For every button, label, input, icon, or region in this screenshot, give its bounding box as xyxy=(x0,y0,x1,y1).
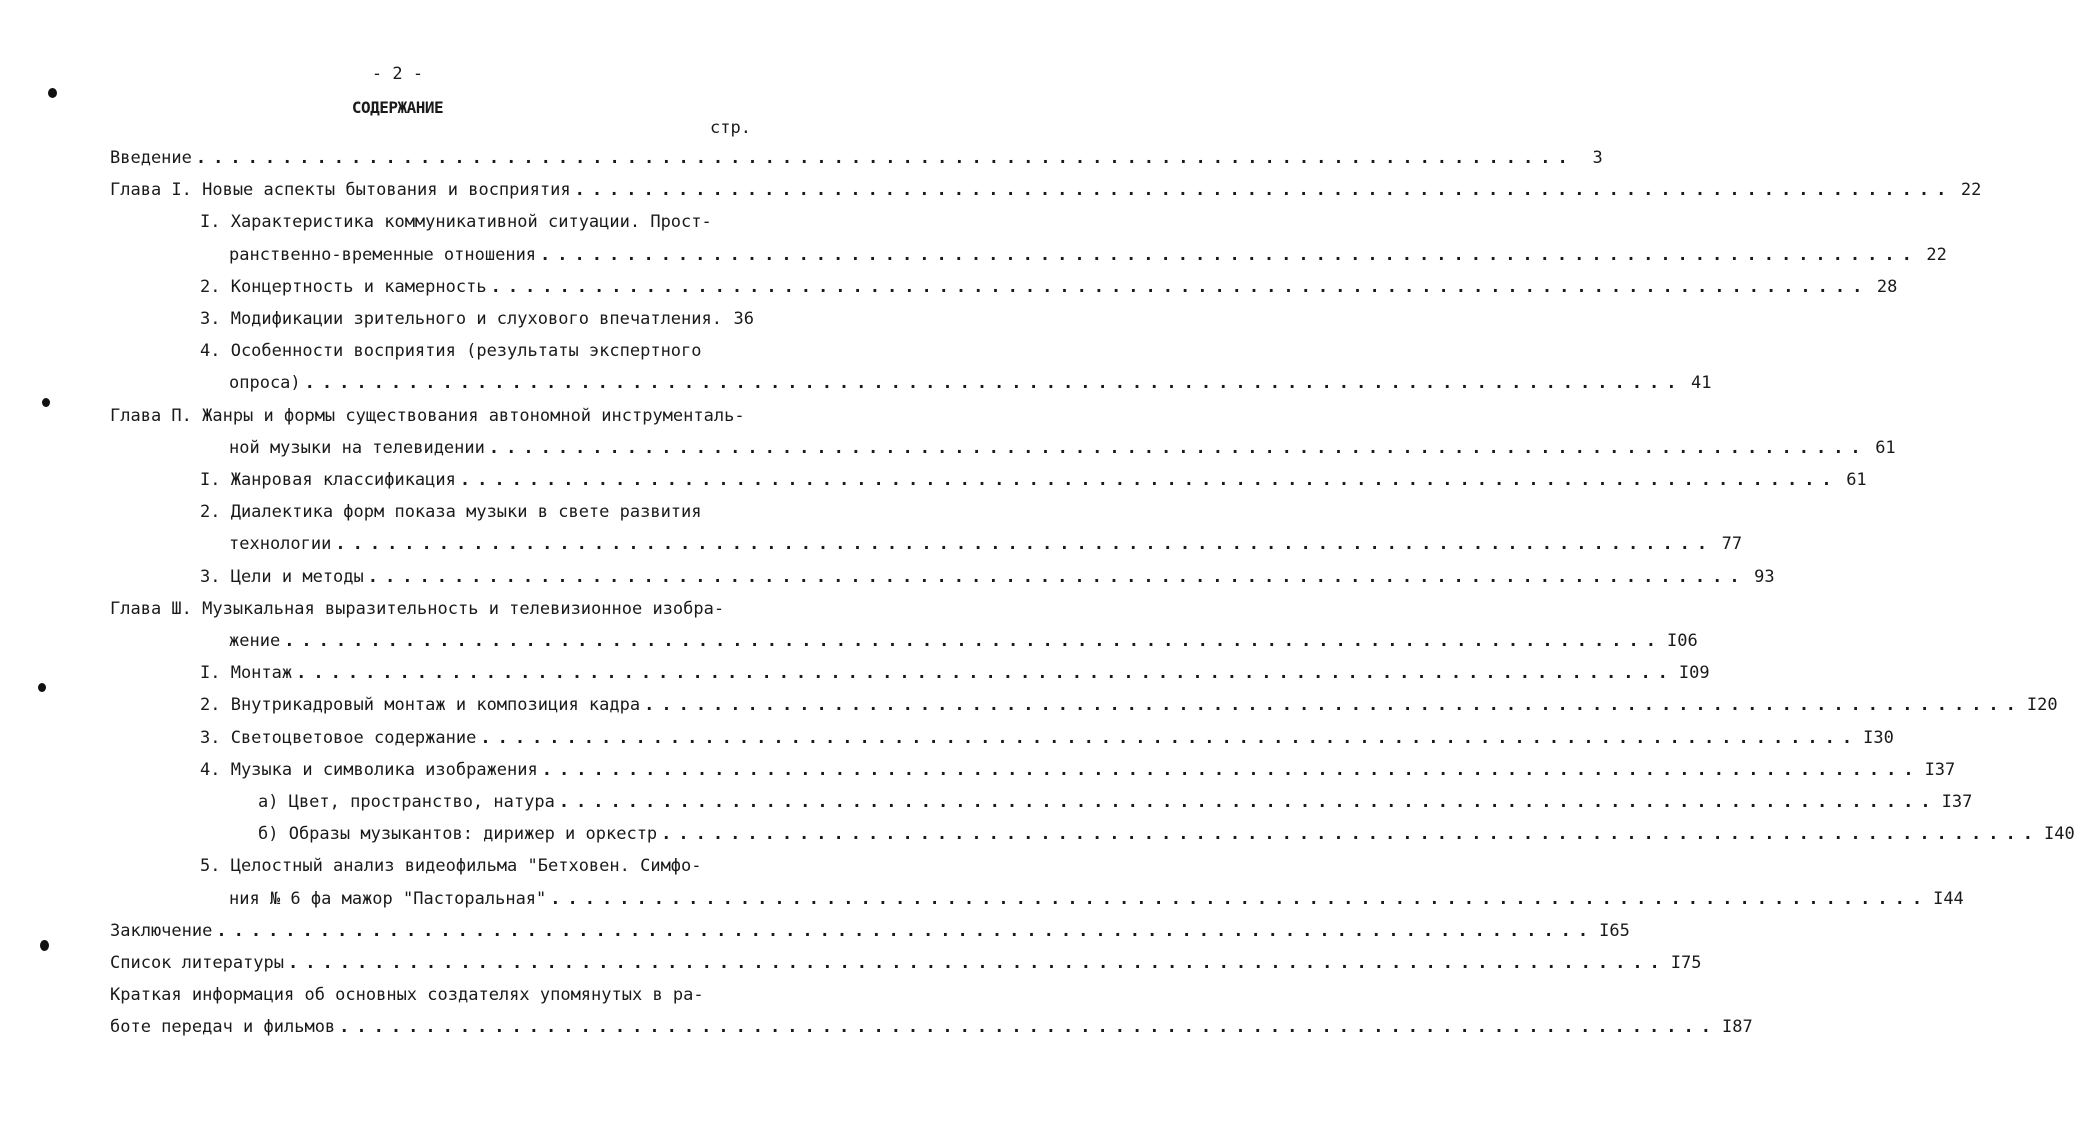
toc-entry-text: Заключение xyxy=(110,920,213,941)
toc-entry xyxy=(258,822,2075,846)
toc-entry-text: 2. Внутрикадровый монтаж и композиция кадра xyxy=(200,695,641,716)
toc-entry-page: 28 xyxy=(1876,276,1898,297)
toc-leader-dots: ................................................................................ xyxy=(488,437,1868,458)
toc-leader-dots: ................................................................................ xyxy=(644,695,2023,716)
toc-entry-text: жение xyxy=(229,631,281,651)
toc-leader-dots: ................................................................................ xyxy=(490,276,1870,297)
scan-speck xyxy=(38,683,46,692)
toc-entry-page: I87 xyxy=(1721,1017,1753,1038)
toc-entry-text: 3. Светоцветовое содержание xyxy=(200,727,477,748)
toc-leader-dots: ................................................................................ xyxy=(550,888,1930,909)
toc-entry-page: 3 xyxy=(1592,148,1603,168)
toc-entry-text: 4. Особенности восприятия (результаты экспертного xyxy=(200,341,702,362)
toc-entry-text: б) Образы музыкантов: дирижер и оркестр xyxy=(258,824,658,845)
toc-entry xyxy=(110,178,1982,202)
toc-leader-dots: ................................................................................ xyxy=(195,148,1575,168)
toc-entry-page: 22 xyxy=(1960,180,1982,201)
toc-leader-dots: ................................................................................ xyxy=(459,470,1839,490)
toc-leader-dots: ................................................................................ xyxy=(216,920,1596,941)
toc-entry-page: 22 xyxy=(1926,244,1947,265)
toc-entry xyxy=(229,243,1947,267)
toc-entry xyxy=(200,661,1710,685)
toc-entry-page: I30 xyxy=(1863,727,1894,748)
toc-entry-text: Введение xyxy=(110,148,192,168)
toc-entry-page: I20 xyxy=(2026,695,2058,716)
toc-entry xyxy=(200,339,702,363)
toc-entry-text: 3. Цели и методы xyxy=(200,566,364,587)
toc-entry-page: 61 xyxy=(1846,470,1867,490)
toc-entry-text: Глава П. Жанры и формы существования автономной инструменталь- xyxy=(110,405,745,426)
toc-leader-dots: ................................................................................ xyxy=(558,792,1938,812)
toc-entry-page: I37 xyxy=(1941,792,1973,812)
toc-entry-text: I. Жанровая классификация xyxy=(200,470,456,490)
toc-entry-text: ранственно-временные отношения xyxy=(229,244,537,265)
toc-entry xyxy=(110,951,1702,975)
toc-entry xyxy=(200,275,1898,299)
toc-entry-page: 77 xyxy=(1721,534,1743,555)
toc-entry-text: ния № 6 фа мажор "Пасторальная" xyxy=(229,888,547,909)
toc-entry xyxy=(200,500,702,524)
toc-entry xyxy=(200,565,1775,589)
toc-entry xyxy=(258,790,1973,814)
toc-leader-dots: ................................................................................ xyxy=(574,180,1954,201)
pages-column-label: стр. xyxy=(710,118,751,138)
toc-entry-text: 2. Диалектика форм показа музыки в свете развития xyxy=(200,502,702,523)
toc-leader-dots: ................................................................................ xyxy=(296,663,1675,684)
scan-speck xyxy=(42,398,50,407)
toc-entry-page: 61 xyxy=(1875,437,1896,458)
toc-entry-text: 2. Концертность и камерность xyxy=(200,276,487,297)
toc-leader-dots: ................................................................................ xyxy=(480,727,1860,748)
toc-entry xyxy=(110,919,1630,943)
toc-leader-dots: ................................................................................ xyxy=(335,534,1715,555)
toc-entry xyxy=(200,854,702,878)
toc-entry-page: I44 xyxy=(1933,888,1964,909)
toc-entry-page: I65 xyxy=(1599,920,1630,941)
toc-entry-text: 4. Музыка и символика изображения xyxy=(200,759,538,780)
toc-entry-page: 93 xyxy=(1754,566,1775,587)
toc-entry-text: ной музыки на телевидении xyxy=(229,437,485,458)
scan-speck xyxy=(48,88,57,98)
toc-leader-dots: ................................................................................ xyxy=(540,244,1919,265)
toc-leader-dots: ................................................................................ xyxy=(367,566,1747,587)
toc-entry xyxy=(229,532,1743,556)
toc-entry xyxy=(229,436,1896,460)
toc-entry-text: Глава Ш. Музыкальная выразительность и телевизионное изобра- xyxy=(110,598,725,619)
toc-entry-text: опроса) xyxy=(229,373,301,394)
toc-entry-text: 3. Модификации зрительного и слухового впечатления. xyxy=(200,309,722,329)
toc-entry xyxy=(200,468,1867,492)
toc-leader-dots: ................................................................................ xyxy=(304,373,1684,394)
toc-entry-page: 36 xyxy=(733,309,754,329)
page-title: СОДЕРЖАНИЕ xyxy=(351,98,444,117)
toc-entry xyxy=(110,983,704,1007)
toc-entry xyxy=(110,404,745,428)
toc-entry xyxy=(229,629,1698,653)
scan-speck xyxy=(40,940,49,951)
toc-entry xyxy=(229,887,1964,911)
toc-entry-text: 5. Целостный анализ видеофильма "Бетховен. Симфо- xyxy=(200,856,702,877)
toc-entry xyxy=(110,1015,1753,1039)
toc-entry xyxy=(200,758,1956,782)
toc-entry-page: I09 xyxy=(1678,663,1710,684)
toc-entry xyxy=(200,726,1894,750)
toc-leader-dots: ................................................................................ xyxy=(284,631,1663,651)
toc-entry-text: Глава I. Новые аспекты бытования и восприятия xyxy=(110,180,571,201)
toc-leader-dots: ................................................................................ xyxy=(541,759,1921,780)
page-number: - 2 - xyxy=(371,64,424,84)
toc-leader-dots: ................................................................................ xyxy=(339,1017,1718,1038)
toc-entry xyxy=(200,693,2058,717)
toc-leader-dots: ................................................................................ xyxy=(288,953,1667,973)
toc-entry-page: 41 xyxy=(1690,373,1712,394)
toc-entry xyxy=(229,371,1712,395)
toc-entry-page: I40 xyxy=(2043,824,2075,845)
toc-entry xyxy=(200,307,754,331)
toc-entry-text: а) Цвет, пространство, натура xyxy=(258,792,555,812)
toc-leader-dots: ................................................................................ xyxy=(661,824,2040,845)
toc-entry xyxy=(110,597,724,621)
toc-entry-text: I. Характеристика коммуникативной ситуации. Прост- xyxy=(200,212,712,233)
toc-entry-text: I. Монтаж xyxy=(200,663,293,684)
toc-entry-text: Список литературы xyxy=(110,953,284,973)
toc-entry-text: Краткая информация об основных создателях упомянутых в ра- xyxy=(110,985,704,1006)
toc-entry-text: боте передач и фильмов xyxy=(110,1017,336,1038)
toc-entry-text: технологии xyxy=(229,534,332,555)
toc-entry xyxy=(200,210,712,234)
toc-entry-page: I37 xyxy=(1924,759,1956,780)
toc-entry xyxy=(110,146,1603,170)
toc-entry-page: I06 xyxy=(1666,631,1698,651)
toc-entry-page: I75 xyxy=(1670,953,1702,973)
